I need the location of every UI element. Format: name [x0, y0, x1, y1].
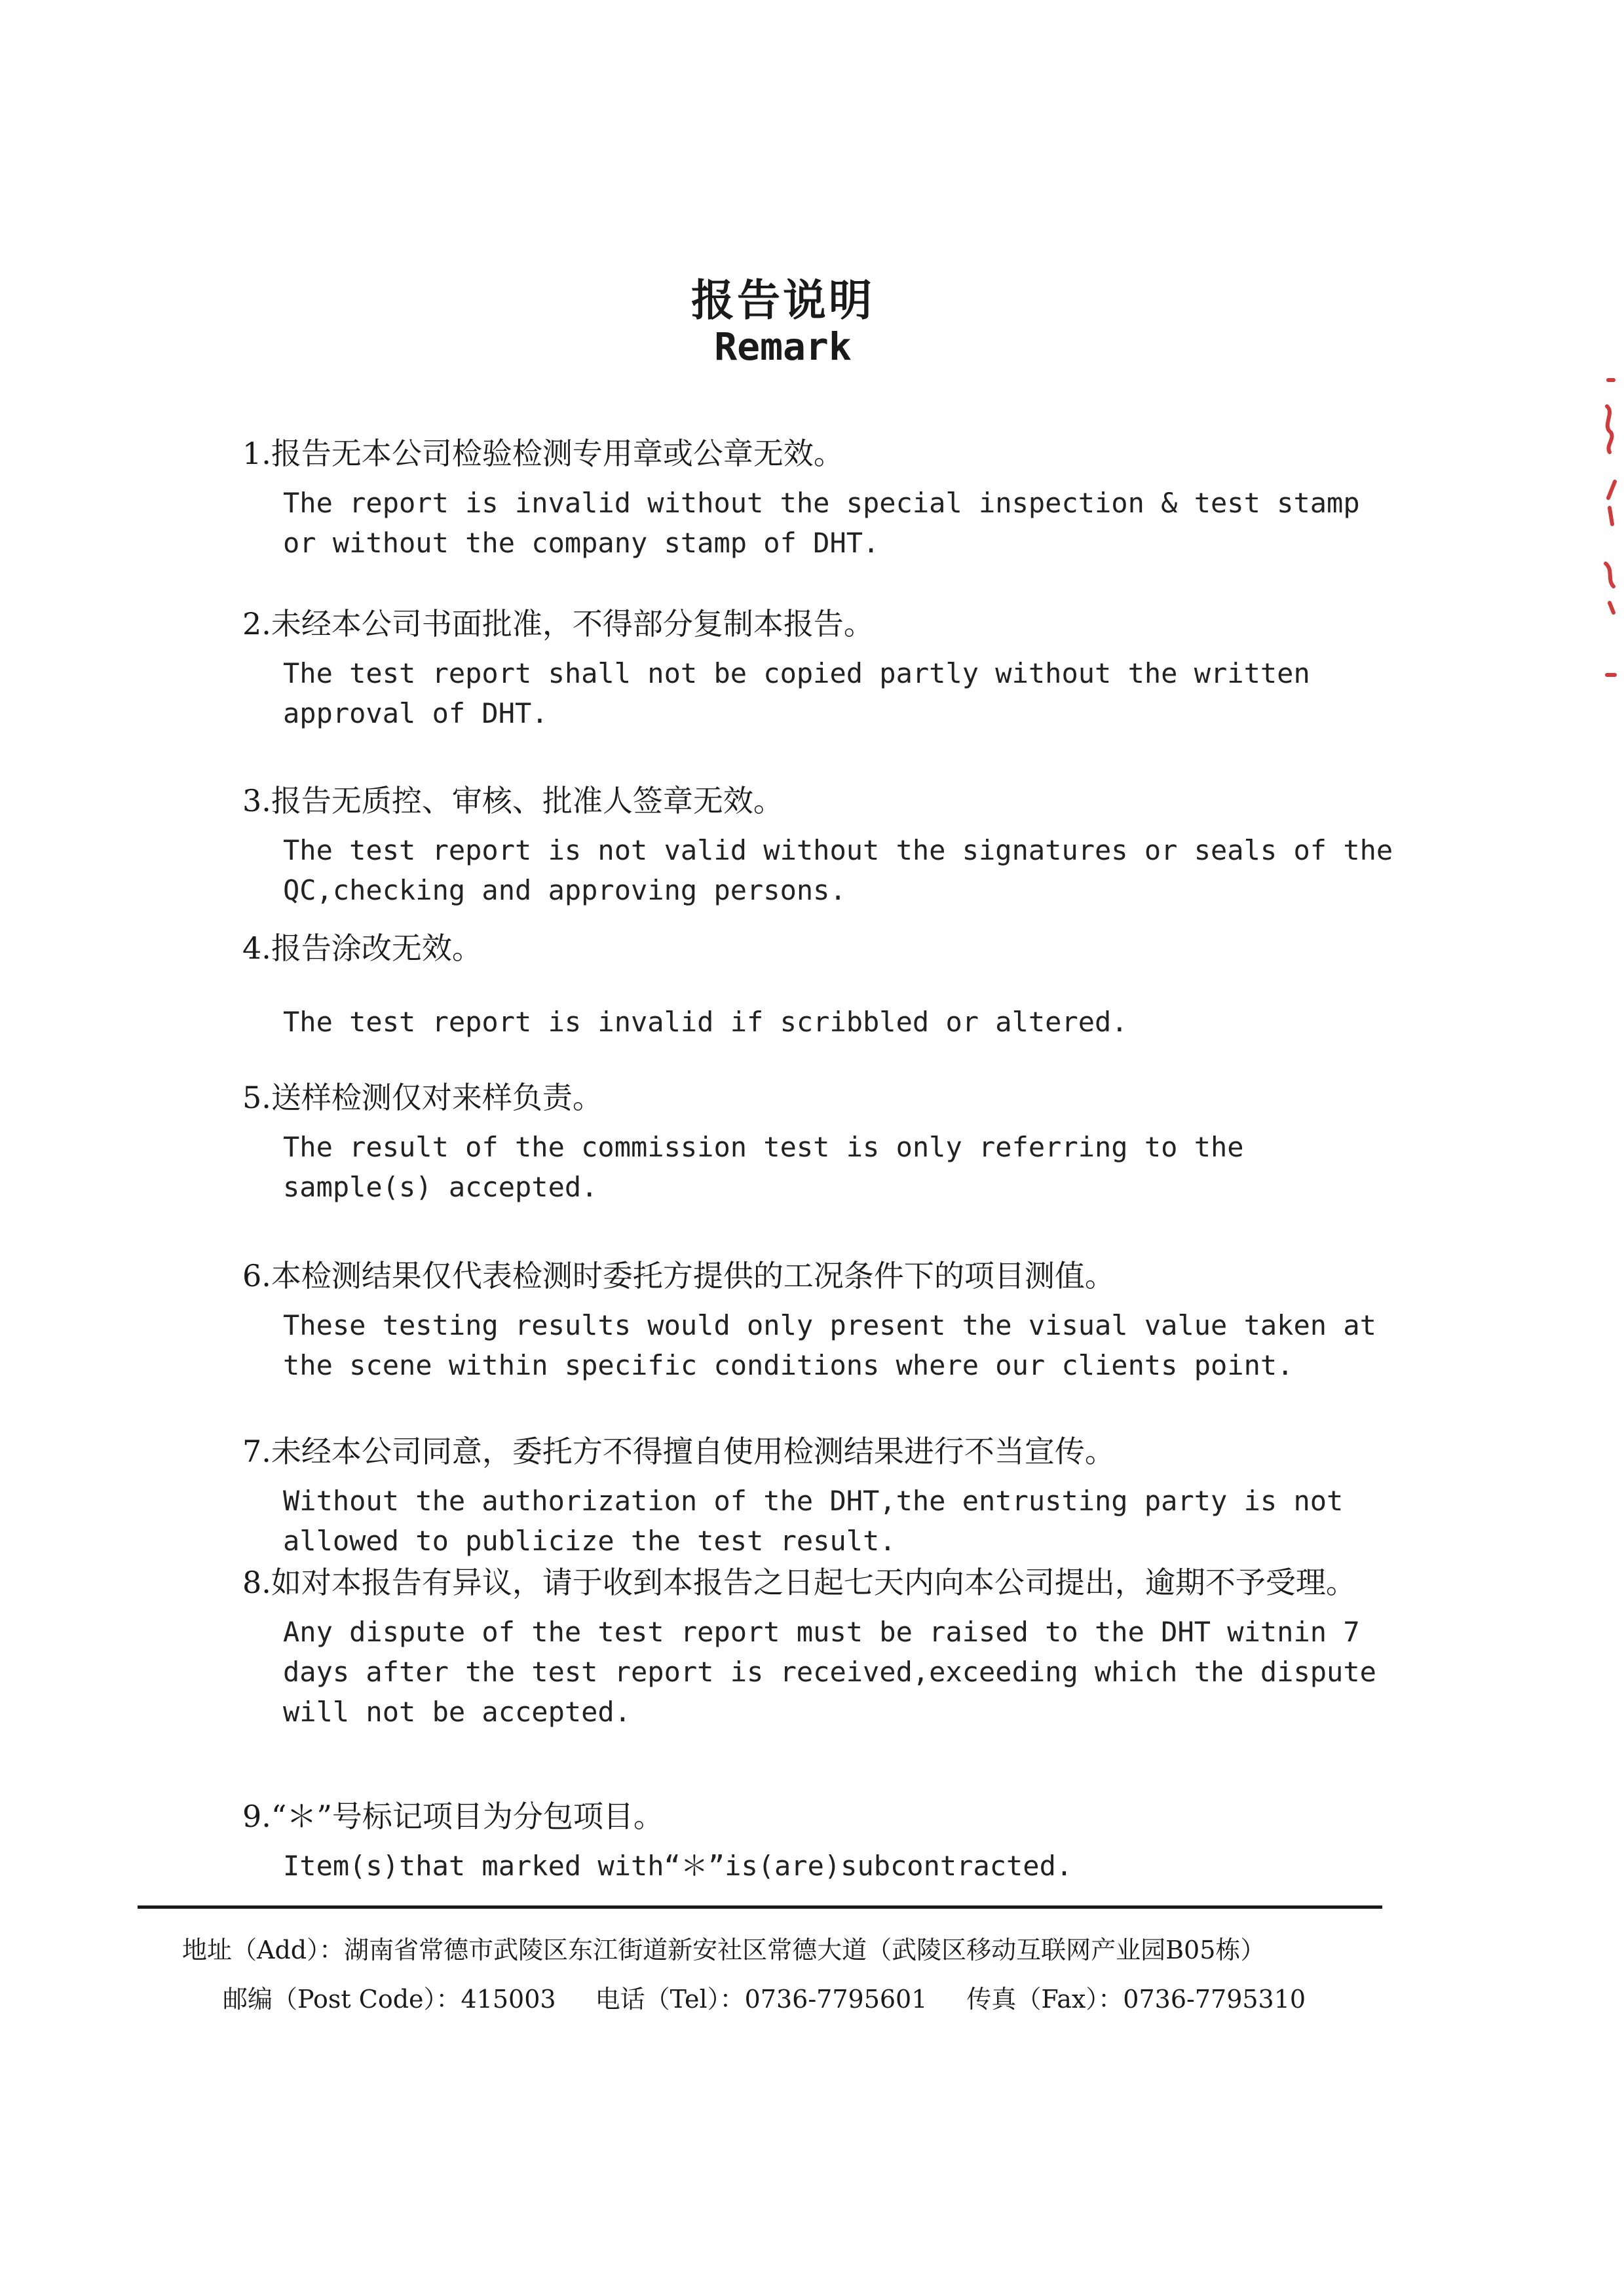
remark-chinese-text: “＊”号标记项目为分包项目。	[271, 1799, 664, 1834]
remark-chinese-text: 未经本公司同意，委托方不得擅自使用检测结果进行不当宣传。	[271, 1434, 1115, 1469]
remark-chinese-text: 本检测结果仅代表检测时委托方提供的工况条件下的项目测值。	[271, 1258, 1115, 1293]
footer-fax: 传真（Fax）：0736-7795310	[966, 1985, 1306, 2014]
footer-contact	[223, 1979, 1306, 2015]
remark-item-3	[242, 783, 1395, 910]
remark-english-text: The result of the commission test is only referring to the sample(s) accepted.	[283, 1131, 1244, 1203]
remark-number: 2.	[242, 606, 271, 641]
remark-english-text: Any dispute of the test report must be raised to the DHT witnin 7 days after the test report is received,exceeding which the dispute will not be accepted.	[283, 1616, 1376, 1728]
remark-number: 5.	[242, 1080, 271, 1115]
remark-item-6	[242, 1258, 1395, 1385]
remark-english-text: The report is invalid without the special inspection & test stamp or without the company stamp of DHT.	[283, 487, 1360, 559]
remark-number: 6.	[242, 1258, 271, 1293]
remark-item-7	[242, 1434, 1395, 1561]
remark-english-text: The test report is invalid if scribbled or altered.	[283, 1006, 1128, 1038]
page-title-english: Remark	[714, 324, 852, 369]
footer-divider	[138, 1905, 1382, 1909]
page-title-chinese: 报告说明	[691, 275, 875, 326]
remark-item-9	[242, 1799, 1395, 1886]
remark-item-8	[242, 1565, 1395, 1732]
remark-chinese-text: 未经本公司书面批准，不得部分复制本报告。	[271, 606, 874, 641]
remark-english-text: The test report is not valid without the signatures or seals of the QC,checking and approving persons.	[283, 834, 1393, 906]
remark-chinese-text: 送样检测仅对来样负责。	[271, 1080, 603, 1115]
remark-chinese-text: 如对本报告有异议，请于收到本报告之日起七天内向本公司提出，逾期不予受理。	[271, 1565, 1356, 1600]
remark-item-2	[242, 606, 1395, 733]
seal-stamp-edge	[1576, 367, 1624, 708]
remark-english-text: Without the authorization of the DHT,the entrusting party is not allowed to publicize the test result.	[283, 1485, 1344, 1557]
remark-item-1	[242, 436, 1395, 563]
remark-item-5	[242, 1080, 1395, 1207]
remark-chinese-text: 报告无本公司检验检测专用章或公章无效。	[271, 436, 844, 471]
remark-number: 9.	[242, 1799, 271, 1834]
remark-item-4	[242, 930, 1395, 1042]
remark-number: 7.	[242, 1434, 271, 1469]
footer-post-code: 邮编（Post Code）：415003	[223, 1985, 556, 2014]
remark-english-text: The test report shall not be copied partly without the written approval of DHT.	[283, 657, 1310, 729]
footer-tel: 电话（Tel）：0736-7795601	[595, 1985, 928, 2014]
remark-number: 3.	[242, 783, 271, 818]
remark-chinese-text: 报告无质控、审核、批准人签章无效。	[271, 783, 784, 818]
remark-number: 1.	[242, 436, 271, 471]
remark-number: 8.	[242, 1565, 271, 1600]
remark-chinese-text: 报告涂改无效。	[271, 930, 482, 966]
footer-address: 地址（Add）：湖南省常德市武陵区东江街道新安社区常德大道（武陵区移动互联网产业园B05栋）	[182, 1936, 1266, 1964]
remark-english-text: These testing results would only present the visual value taken at the scene within specific conditions where our clients point.	[283, 1309, 1376, 1381]
remark-english-text: Item(s)that marked with“＊”is(are)subcontracted.	[283, 1850, 1073, 1882]
remark-number: 4.	[242, 930, 271, 966]
